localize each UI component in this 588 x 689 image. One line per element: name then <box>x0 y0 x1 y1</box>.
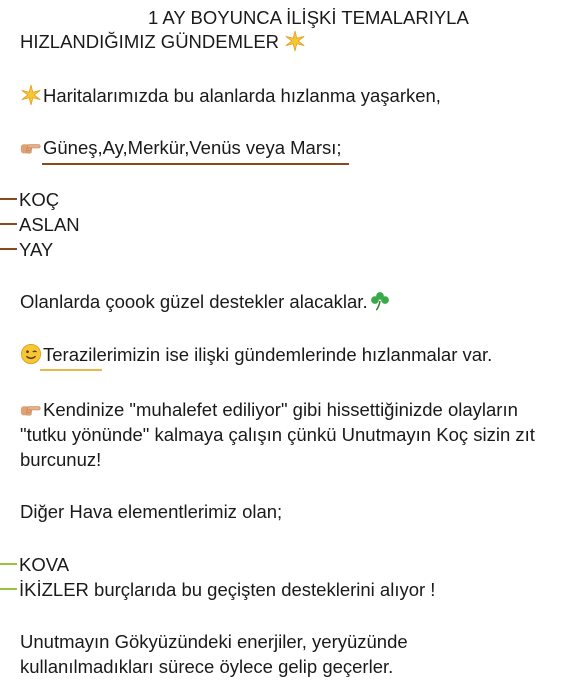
list-dash <box>0 198 17 200</box>
paragraph-2-underline <box>42 163 349 165</box>
list-dash <box>0 248 17 250</box>
fire-sign-item: KOÇ <box>0 188 59 212</box>
fire-sign-item: ASLAN <box>0 213 80 237</box>
air-sign-item: KOVA <box>0 553 69 577</box>
paragraph-6: Diğer Hava elementlerimiz olan; <box>20 501 283 522</box>
clover-icon <box>369 290 391 312</box>
paragraph-7-line-1: Unutmayın Gökyüzündeki enerjiler, yeryüzünde <box>20 631 408 652</box>
paragraph-5-line-2: "tutku yönünde" kalmaya çalışın çünkü Unutmayın Koç sizin zıt <box>20 424 535 445</box>
pointing-hand-icon <box>20 136 42 158</box>
fire-sign-item: YAY <box>0 238 53 262</box>
winking-face-icon <box>20 343 42 365</box>
title-line-1: 1 AY BOYUNCA İLİŞKİ TEMALARIYLA <box>148 7 469 28</box>
paragraph-4-underline <box>40 369 102 371</box>
sparkle-icon <box>284 30 306 52</box>
air-sign-item: İKİZLER burçlarıda bu geçişten desteklerini alıyor ! <box>0 578 435 602</box>
paragraph-2: Güneş,Ay,Merkür,Venüs veya Marsı; <box>20 136 342 160</box>
list-dash <box>0 223 17 225</box>
title-line-2: HIZLANDIĞIMIZ GÜNDEMLER <box>20 30 307 54</box>
paragraph-1: Haritalarımızda bu alanlarda hızlanma yaşarken, <box>20 84 441 108</box>
paragraph-5-line-3: burcunuz! <box>20 449 102 470</box>
pointing-hand-icon <box>20 398 42 420</box>
list-dash <box>0 563 17 565</box>
paragraph-3: Olanlarda çoook güzel destekler alacaklar. <box>20 290 392 314</box>
list-dash <box>0 588 17 590</box>
paragraph-7-line-2: kullanılmadıkları sürece öylece gelip geçerler. <box>20 656 394 677</box>
sparkle-icon <box>20 84 42 106</box>
paragraph-4: Terazilerimizin ise ilişki gündemlerinde hızlanmalar var. <box>20 343 492 367</box>
paragraph-5-line-1: Kendinize "muhalefet ediliyor" gibi hissettiğinizde olayların <box>20 398 518 422</box>
